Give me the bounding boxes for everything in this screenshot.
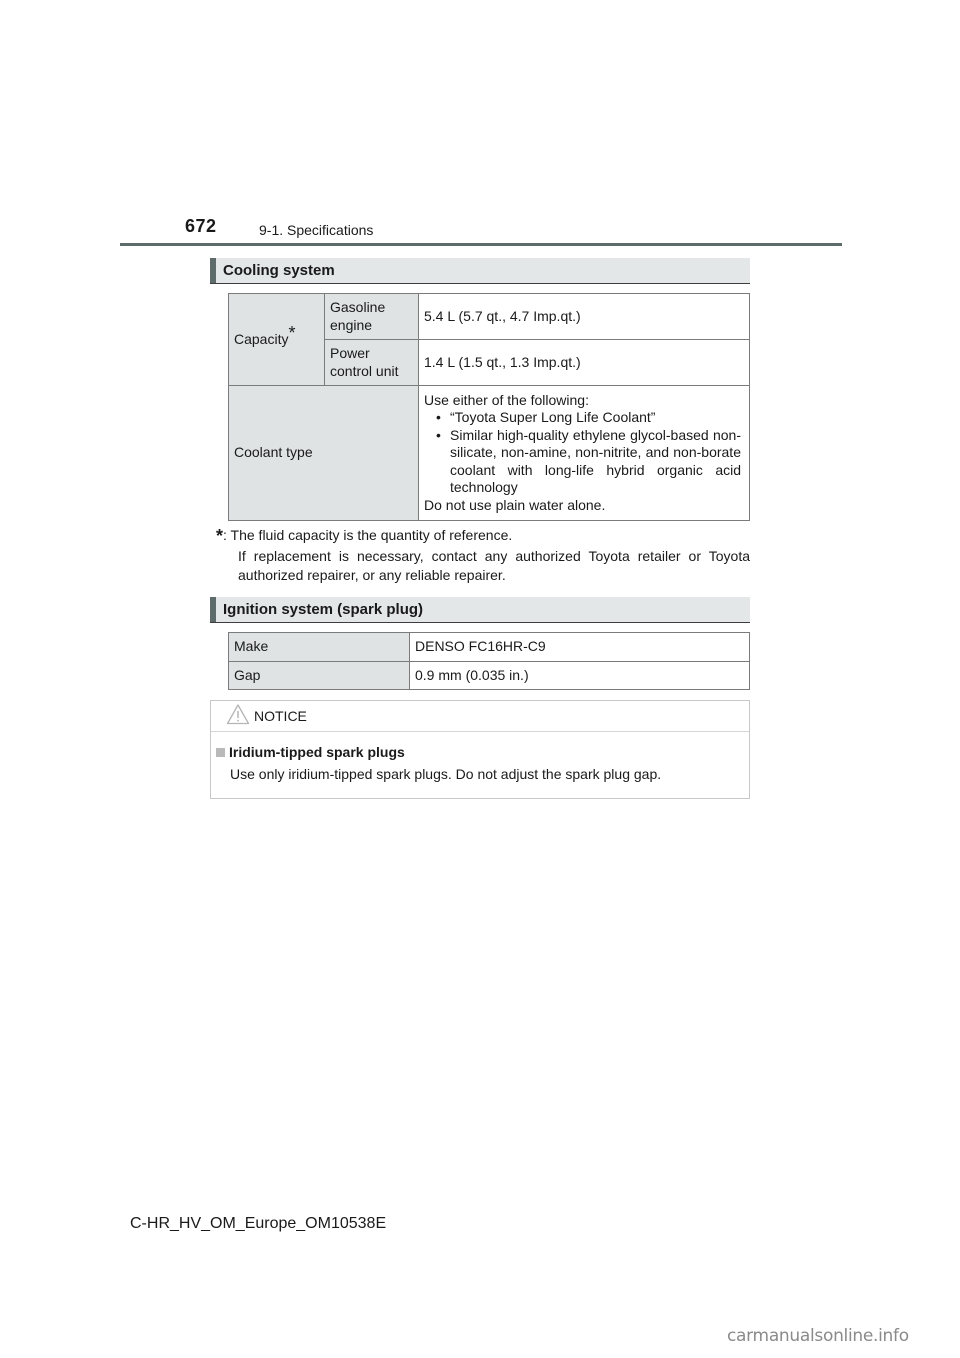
document-id: C-HR_HV_OM_Europe_OM10538E: [130, 1215, 387, 1232]
table-row: [229, 633, 750, 662]
coolant-intro: Use either of the following:: [424, 391, 589, 408]
notice-body: Use only iridium-tipped spark plugs. Do not adjust the spark plug gap.: [230, 766, 662, 782]
coolant-type-label: Coolant type: [229, 386, 419, 521]
list-item: • Similar high-quality ethylene glycol-based non-silicate, non-amine, non-nitrite, and non-borate coolant with long-life hybrid organic acid technology: [436, 427, 741, 497]
section-title: 9-1. Specifications: [259, 222, 374, 238]
footnote-text1: : The fluid capacity is the quantity of reference.: [223, 527, 513, 543]
header-rule: [120, 243, 842, 246]
coolant-outro: Do not use plain water alone.: [424, 496, 606, 513]
gasoline-engine-capacity-value: 5.4 L (5.7 qt., 4.7 Imp.qt.): [419, 294, 750, 340]
capacity-label: Capacity: [234, 330, 289, 347]
capacity-asterisk: *: [288, 322, 296, 343]
table-row: [229, 662, 750, 690]
gasoline-engine-label-line1: Gasoline: [330, 299, 386, 315]
capacity-label-cell: [229, 294, 325, 386]
notice-header: [211, 701, 749, 732]
ignition-system-heading-text: Ignition system (spark plug): [223, 601, 424, 618]
heading-accent-bar: [210, 597, 216, 622]
capacity-footnote: [216, 526, 750, 586]
cooling-system-heading-text: Cooling system: [223, 262, 335, 279]
make-value: DENSO FC16HR-C9: [410, 633, 750, 662]
coolant-bullet-list: [424, 409, 741, 497]
notice-title: NOTICE: [254, 708, 307, 724]
ignition-system-heading: [210, 597, 750, 623]
coolant-type-value: [419, 386, 750, 521]
cooling-system-heading: [210, 258, 750, 284]
page-number: 672: [185, 216, 217, 236]
gasoline-engine-label-cell: [325, 294, 419, 340]
ignition-system-table: [228, 632, 750, 690]
notice-box: [210, 700, 750, 799]
footnote-asterisk: *: [216, 526, 224, 546]
table-row: [229, 386, 750, 521]
power-control-unit-capacity-value: 1.4 L (1.5 qt., 1.3 Imp.qt.): [419, 340, 750, 386]
heading-accent-bar: [210, 258, 216, 283]
warning-triangle-icon: [226, 703, 250, 725]
notice-item-title: [216, 744, 405, 760]
notice-item-title-text: Iridium-tipped spark plugs: [229, 744, 405, 760]
power-control-unit-label-line2: control unit: [330, 362, 399, 379]
watermark: carmanualsonline.info: [727, 1326, 909, 1346]
table-row: [229, 294, 750, 340]
power-control-unit-label-cell: [325, 340, 419, 386]
footnote-line1: [216, 526, 750, 547]
gasoline-engine-label-line2: engine: [330, 316, 373, 333]
gap-value: 0.9 mm (0.035 in.): [410, 662, 750, 690]
power-control-unit-label-line1: Power: [330, 345, 370, 361]
square-bullet-icon: [216, 748, 225, 757]
gap-label: Gap: [229, 662, 410, 690]
list-item: • “Toyota Super Long Life Coolant”: [436, 409, 741, 427]
make-label: Make: [229, 633, 410, 662]
footnote-text2: If replacement is necessary, contact any authorized Toyota retailer or Toyota authorized repairer, or any reliable repairer.: [238, 547, 750, 583]
cooling-system-table: [228, 293, 750, 521]
